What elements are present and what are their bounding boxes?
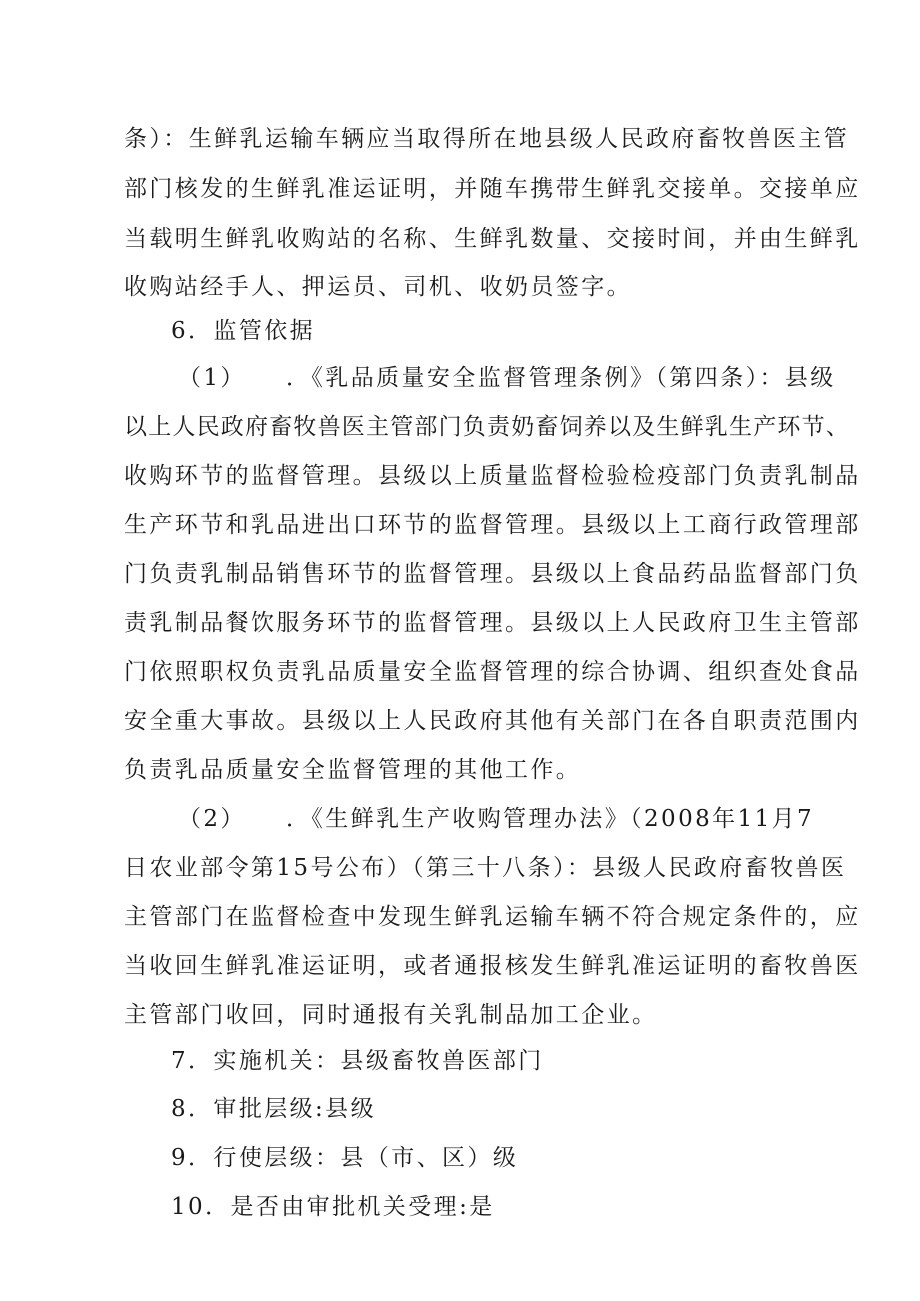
paragraph-line: 收购站经手人、押运员、司机、收奶员签字。 <box>124 274 632 300</box>
paragraph-line: 部门核发的生鲜乳准运证明，并随车携带生鲜乳交接单。交接单应 <box>124 176 861 202</box>
paragraph-line: 主管部门收回，同时通报有关乳制品加工企业。 <box>124 1002 658 1028</box>
paragraph-line: 条）：生鲜乳运输车辆应当取得所在地县级人民政府畜牧兽医主管 <box>124 126 850 152</box>
section-9-line: 9．行使层级：县（市、区）级 <box>171 1145 519 1171</box>
section-8-line: 8．审批层级:县级 <box>171 1096 376 1122</box>
section-10-line: 10．是否由审批机关受理:是 <box>171 1194 495 1220</box>
paragraph-line: 主管部门在监督检查中发现生鲜乳运输车辆不符合规定条件的，应 <box>124 904 861 930</box>
paragraph-line: 当载明生鲜乳收购站的名称、生鲜乳数量、交接时间，并由生鲜乳 <box>124 226 861 252</box>
paragraph-line: 门依照职权负责乳品质量安全监督管理的综合协调、组织查处食品 <box>124 659 861 685</box>
paragraph-line: 责乳制品餐饮服务环节的监督管理。县级以上人民政府卫生主管部 <box>124 610 861 636</box>
paragraph-line: 门负责乳制品销售环节的监督管理。县级以上食品药品监督部门负 <box>124 561 861 587</box>
paragraph-line: ．《乳品质量安全监督管理条例》（第四条）：县级 <box>286 365 836 391</box>
paragraph-line: 收购环节的监督管理。县级以上质量监督检验检疫部门负责乳制品 <box>124 463 861 489</box>
paragraph-line: 生产环节和乳品进出口环节的监督管理。县级以上工商行政管理部 <box>124 512 861 538</box>
paragraph-line: ．《生鲜乳生产收购管理办法》（2008年11月7 <box>286 806 815 832</box>
paragraph-line: 当收回生鲜乳准运证明，或者通报核发生鲜乳准运证明的畜牧兽医 <box>124 953 861 979</box>
paragraph-line: 负责乳品质量安全监督管理的其他工作。 <box>124 757 582 783</box>
section-heading: 6．监管依据 <box>171 318 316 344</box>
paragraph-line: 日农业部令第15号公布）（第三十八条）：县级人民政府畜牧兽医 <box>124 855 847 881</box>
item-number: （1） <box>178 365 246 391</box>
item-number: （2） <box>178 806 246 832</box>
paragraph-line: 以上人民政府畜牧兽医主管部门负责奶畜饲养以及生鲜乳生产环节、 <box>124 414 850 440</box>
paragraph-line: 安全重大事故。县级以上人民政府其他有关部门在各自职责范围内 <box>124 708 861 734</box>
section-7-line: 7．实施机关：县级畜牧兽医部门 <box>171 1048 544 1074</box>
